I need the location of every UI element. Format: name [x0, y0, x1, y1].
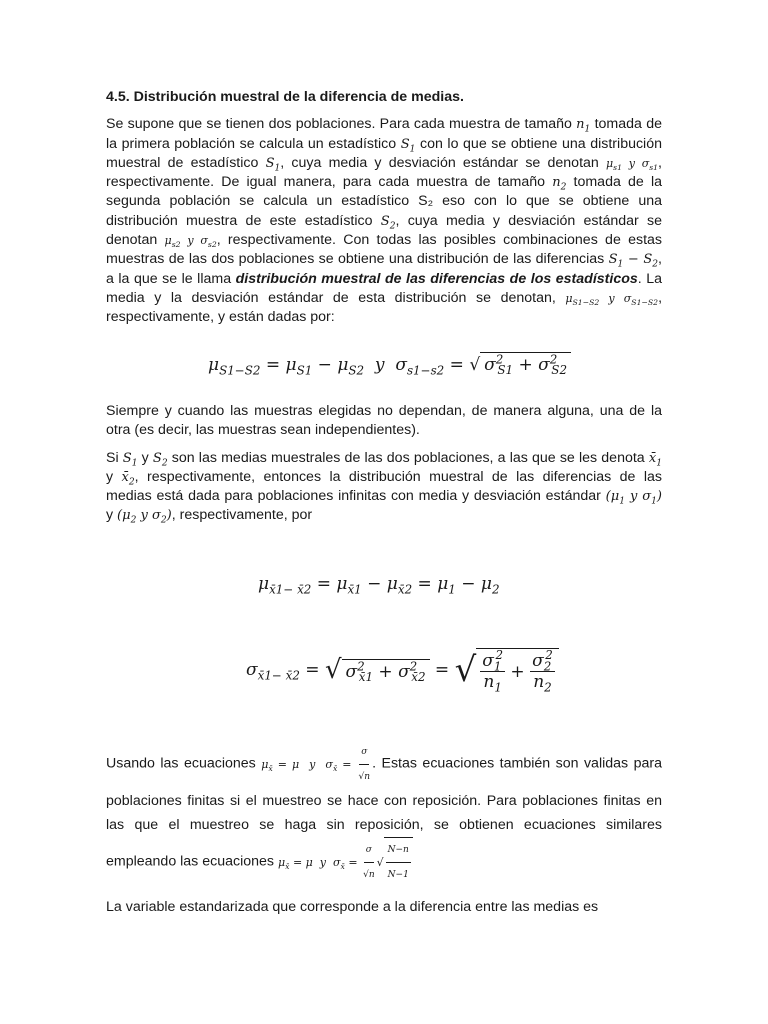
- equation-mean-sd-diff-statistics: $\mu_{S1-S2} = \mu_{S1} - \mu_{S2}$ y $\sigma_{s1-s2}$ = √ $\sigma^2_{S1} + \sigma^2_{S2}$: [208, 352, 571, 375]
- math-xbar1: $x̄_1$: [648, 450, 662, 469]
- math-S1: $S_1$: [400, 136, 416, 155]
- math-S2: $S_2$: [380, 213, 396, 232]
- math-xbar2: $x̄_2$: [121, 469, 135, 488]
- paragraph-standardized-variable: La variable estandarizada que corresponde a la diferencia entre las medias es: [106, 899, 599, 915]
- text: , respectivamente, por: [171, 507, 313, 524]
- document-page-2: [106, 402, 662, 534]
- text: . Estas ecuaciones también son validas para poblaciones finitas si el muestreo se hace con reposición. Para poblaciones finitas en las que el muestreo se haga sin reposición, se obtienen ecuaciones similares empleando las ecuaciones: [106, 755, 662, 870]
- text: , respectivamente. Con todas las posibles combinaciones de estas muestras de las dos poblaciones se obtiene una distribución de las diferencias: [106, 232, 662, 268]
- text: , respectivamente, entonces la distribución muestral de las diferencias de las medias está dada para poblaciones infinitas con media y desviación estándar: [106, 468, 662, 505]
- text: y: [106, 468, 122, 485]
- bold-term: distribución muestral de las diferencias de los estadísticos: [235, 270, 638, 287]
- text: , cuya media y desviación estándar se denotan: [106, 212, 663, 249]
- math-S2: $S_2$: [152, 450, 168, 469]
- text: Si: [106, 449, 123, 466]
- math-S1-minus-S2: $S_1 - S_2$: [608, 252, 659, 270]
- text: Usando las ecuaciones: [106, 755, 262, 772]
- text: , respectivamente. De igual manera, para cada muestra de tamaño: [106, 154, 662, 191]
- math-n2: $n_2$: [552, 175, 567, 193]
- text: y: [137, 449, 153, 466]
- text: , respectivamente, y están dadas por:: [106, 289, 663, 326]
- math-S1b: $S_1$: [265, 155, 281, 174]
- math-mu-sigma-s2: $\mu_{s2}$ y $\sigma_{s2}$: [164, 234, 217, 250]
- equation-mean-diff-means: $\mu_{x̄1- x̄2} = \mu_{x̄1} - \mu_{x̄2} = \mu_1 - \mu_2$: [258, 574, 500, 597]
- text: . La media y la desviación estándar de esta distribución se denotan,: [106, 270, 662, 306]
- math-mu-sigma-s1: $\mu_{s1}$ y $\sigma_{s1}$: [605, 156, 659, 173]
- text: y: [106, 507, 118, 524]
- text: con lo que se obtiene una distribución muestral de estadístico: [106, 135, 662, 171]
- paragraph-independence: Siempre y cuando las muestras elegidas no dependan, de manera alguna, una de la otra (es decir, las muestras sean independientes).: [106, 403, 662, 439]
- math-mu-sigma-diff: $\mu_{S1-S2}$ y $\sigma_{S1-S2}$: [565, 291, 659, 308]
- equation-sd-diff-means: $\sigma_{x̄1- x̄2}$ = √ $\sigma^2_{x̄1} + \sigma^2_{x̄2}$ = √ $\frac{\sigma_1^2}{n_1}$ + $\frac{\sigma_2^2}{n_2}$: [246, 640, 559, 700]
- document-page-3: [106, 740, 662, 927]
- paragraph-equations-usage: [106, 740, 662, 887]
- text: tomada de la segunda población se calcula un estadístico S₂ eso con lo que se obtiene una distribución muestra de este estadístico: [106, 174, 662, 229]
- math-finite-population: $\mu_{x̄} = \mu$ y $\sigma_{x̄}$ = $\frac{\sigma}{√n}$ √ $\frac{N-n}{N-1}$: [278, 856, 413, 869]
- paragraph-intro: [106, 115, 662, 327]
- text: tomada de la primera población se calcula un estadístico: [106, 116, 662, 152]
- text: , cuya media y desviación estándar se denotan: [280, 154, 606, 171]
- math-mu2-sigma2: ($\mu_2$ y $\sigma_2$): [117, 508, 172, 527]
- text: , a la que se le llama: [106, 251, 662, 287]
- math-S1: $S_1$: [122, 450, 138, 469]
- math-mu1-sigma1: ($\mu_1$ y $\sigma_1$): [605, 489, 662, 507]
- math-mu-xbar-sigma-xbar: $\mu_{x̄} = \mu$ y $\sigma_{x̄}$ = $\frac{\sigma}{√n}$: [261, 758, 372, 771]
- text: son las medias muestrales de las dos poblaciones, a las que se les denota: [167, 449, 649, 466]
- document-page: [106, 88, 662, 336]
- section-heading: 4.5. Distribución muestral de la diferencia de medias.: [106, 89, 464, 105]
- paragraph-sample-means: [106, 449, 662, 526]
- math-n1: $n_1$: [576, 117, 591, 135]
- text: Se supone que se tienen dos poblaciones. Para cada muestra de tamaño: [106, 116, 577, 133]
